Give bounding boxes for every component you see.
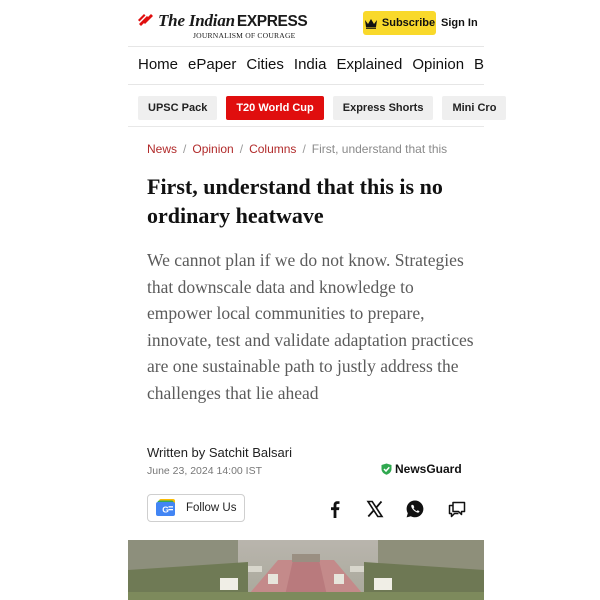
comments-button[interactable] bbox=[446, 498, 468, 520]
hero-image[interactable] bbox=[128, 540, 484, 600]
whatsapp-share-button[interactable] bbox=[404, 498, 426, 520]
topic-chips bbox=[138, 96, 506, 120]
newsguard-label: NewsGuard bbox=[395, 462, 462, 476]
express-logo-icon bbox=[138, 12, 154, 28]
facebook-share-button[interactable] bbox=[324, 498, 346, 520]
primary-nav bbox=[138, 56, 484, 73]
x-share-button[interactable] bbox=[364, 498, 386, 520]
logo-the: The Indian bbox=[158, 11, 235, 30]
whatsapp-icon bbox=[405, 499, 425, 519]
breadcrumb-columns[interactable]: Columns bbox=[249, 142, 297, 156]
nav-item-india[interactable]: India bbox=[293, 56, 327, 73]
x-twitter-icon bbox=[365, 499, 385, 519]
chip-t20-world-cup[interactable]: T20 World Cup bbox=[226, 96, 323, 120]
nav-item-home[interactable]: Home bbox=[138, 56, 179, 73]
article-page bbox=[128, 0, 497, 600]
chip-express-shorts[interactable]: Express Shorts bbox=[333, 96, 434, 120]
chip-mini-crossword[interactable]: Mini Cro bbox=[442, 96, 506, 120]
nav-divider-top bbox=[128, 46, 484, 47]
follow-us-button[interactable] bbox=[147, 494, 245, 522]
nav-divider-bottom bbox=[128, 84, 484, 85]
subscribe-button[interactable] bbox=[363, 11, 436, 35]
chips-divider bbox=[128, 126, 484, 127]
nav-item-overflow[interactable]: B bbox=[474, 56, 485, 73]
follow-us-label: Follow Us bbox=[186, 502, 237, 514]
breadcrumb-separator: / bbox=[302, 142, 306, 156]
nav-item-cities[interactable]: Cities bbox=[246, 56, 284, 73]
logo-tagline: JOURNALISM OF COURAGE bbox=[193, 31, 296, 40]
chip-upsc-pack[interactable]: UPSC Pack bbox=[138, 96, 217, 120]
article-date: June 23, 2024 14:00 IST bbox=[147, 465, 263, 477]
breadcrumb-opinion[interactable]: Opinion bbox=[192, 142, 234, 156]
crown-icon bbox=[364, 18, 378, 29]
breadcrumb-separator: / bbox=[183, 142, 187, 156]
svg-text:G: G bbox=[162, 504, 169, 515]
logo-express: EXPRESS bbox=[236, 13, 308, 30]
breadcrumb bbox=[147, 142, 447, 156]
nav-item-explained[interactable]: Explained bbox=[336, 56, 403, 73]
google-news-icon bbox=[156, 499, 178, 517]
logo-wordmark bbox=[158, 11, 307, 31]
facebook-icon bbox=[325, 499, 345, 519]
nav-item-epaper[interactable]: ePaper bbox=[188, 56, 237, 73]
nav-item-opinion[interactable]: Opinion bbox=[412, 56, 465, 73]
article-byline[interactable]: Written by Satchit Balsari bbox=[147, 445, 292, 460]
article-dek: We cannot plan if we do not know. Strategies that downscale data and knowledge to empower local communities to prepare, innovate, test and validate adaptation practices are one sustainable path to justly address the challenges that lie ahead bbox=[147, 250, 474, 403]
signin-link[interactable]: Sign In bbox=[441, 17, 478, 29]
comments-icon bbox=[447, 499, 467, 519]
article-headline: First, understand that this is no ordinary heatwave bbox=[147, 174, 443, 228]
shield-check-icon bbox=[381, 463, 392, 475]
breadcrumb-separator: / bbox=[239, 142, 244, 156]
newsguard-badge[interactable] bbox=[381, 462, 462, 476]
subscribe-label: Subscribe bbox=[381, 17, 436, 29]
breadcrumb-news[interactable]: News bbox=[147, 142, 178, 156]
breadcrumb-current: First, understand that this bbox=[311, 142, 448, 156]
